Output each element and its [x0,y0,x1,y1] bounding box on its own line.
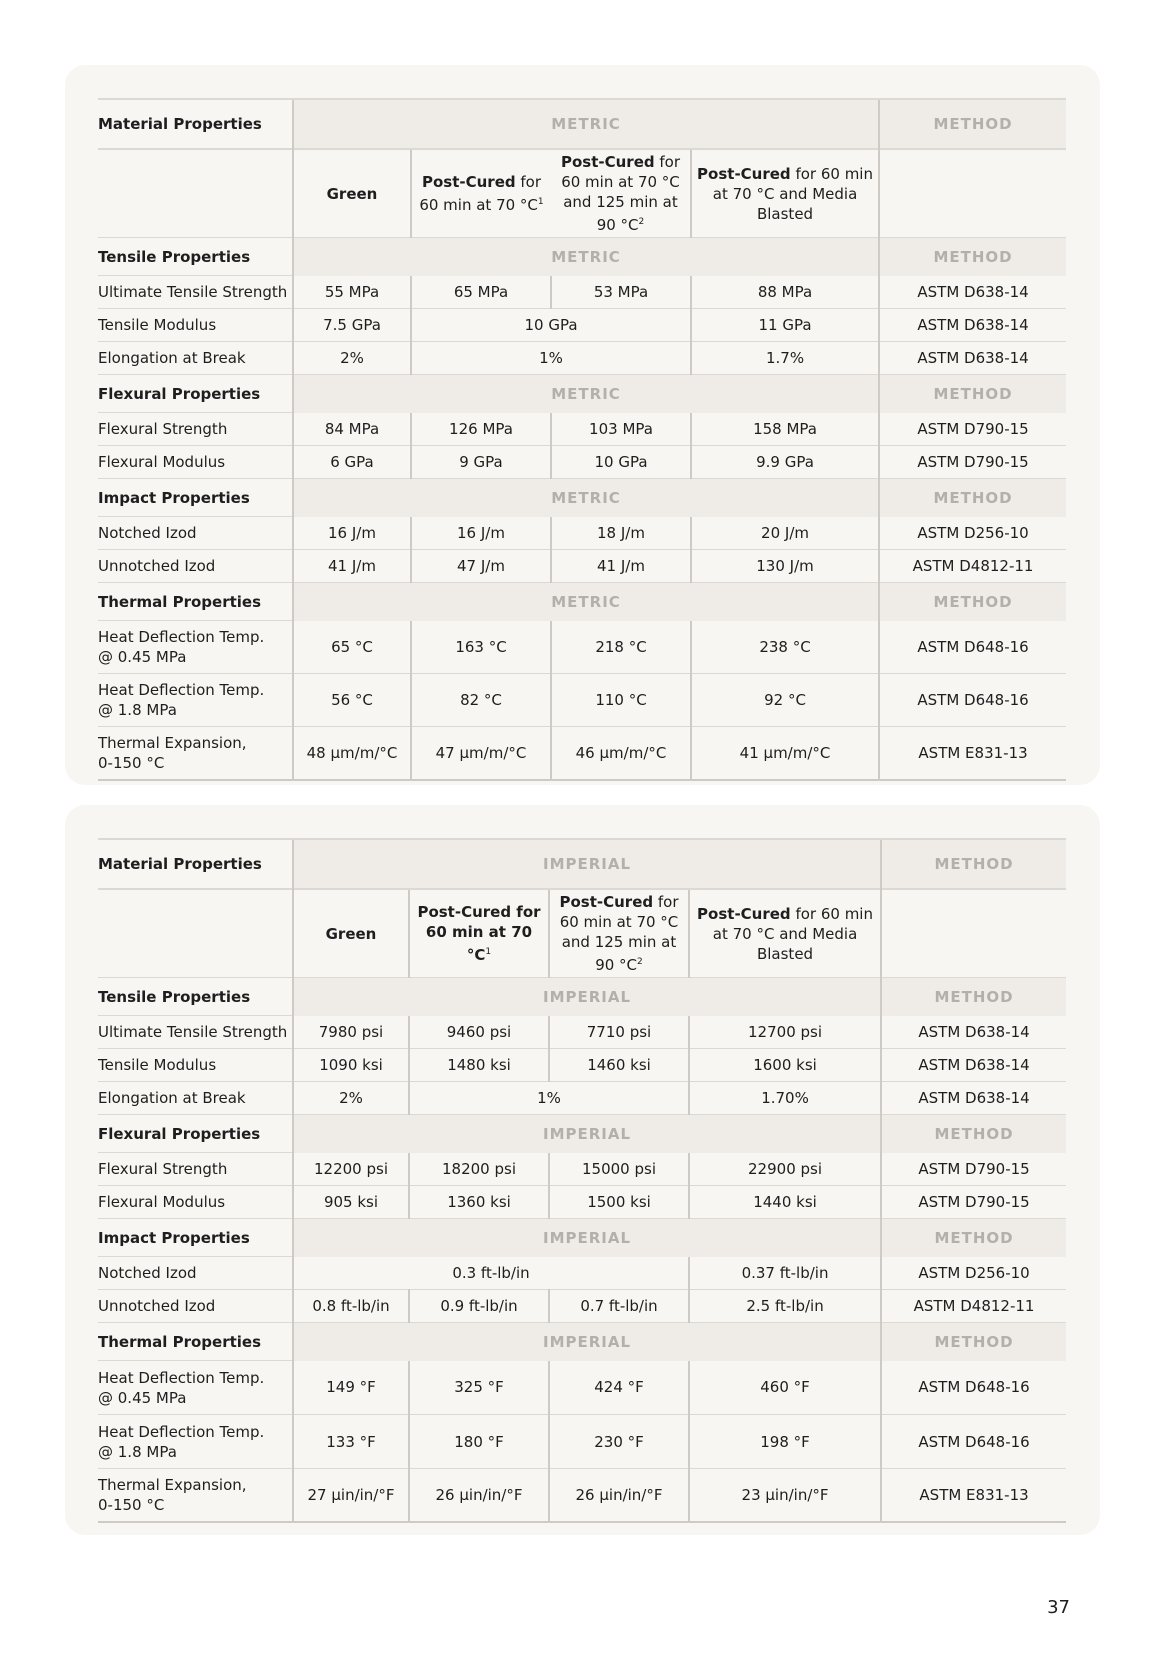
table-header-row [98,839,1066,889]
section-row: Impact Properties METRIC METHOD [98,479,1066,517]
table-row: Tensile Modulus 1090 ksi 1480 ksi 1460 ksi 1600 ksi ASTM D638-14 [98,1049,1066,1082]
table-row: Tensile Modulus 7.5 GPa 10 GPa 11 GPa ASTM D638-14 [98,309,1066,342]
table-row: Flexural Strength 12200 psi 18200 psi 15000 psi 22900 psi ASTM D790-15 [98,1153,1066,1186]
table-row: Ultimate Tensile Strength 7980 psi 9460 psi 7710 psi 12700 psi ASTM D638-14 [98,1016,1066,1049]
table-row: Heat Deflection Temp. @ 1.8 MPa 133 °F 180 °F 230 °F 198 °F ASTM D648-16 [98,1415,1066,1469]
metric-system-header: METRIC [293,99,879,149]
col-green: Green [293,889,409,978]
table-row: Flexural Modulus 6 GPa 9 GPa 10 GPa 9.9 GPa ASTM D790-15 [98,446,1066,479]
col-post-cured-70: Post-Cured for 60 min at 70 $^\circ C^1$ [411,149,551,238]
table-row: Heat Deflection Temp. @ 0.45 MPa 149 °F 325 °F 424 °F 460 °F ASTM D648-16 [98,1361,1066,1415]
section-title: Thermal Properties [98,1323,293,1361]
section-title: Tensile Properties [98,978,293,1016]
table-header-row [98,99,1066,149]
imperial-properties-card [65,805,1100,1535]
col-green: Green [293,149,411,238]
col-post-cured-70: Post-Cured for 60 min at 70 $^\circ C^1$ [409,889,549,978]
table-row: Thermal Expansion, 0-150 °C 48 μm/m/°C 47 μm/m/°C 46 μm/m/°C 41 μm/m/°C ASTM E831-13 [98,727,1066,781]
col-post-cured-70-90: Post-Cured for 60 min at 70 °C and 125 min at 90 $^\circ C^2$ [549,889,689,978]
section-row: Tensile Properties METRIC METHOD [98,238,1066,276]
table-row: Notched Izod 0.3 ft-lb/in 0.37 ft-lb/in ASTM D256-10 [98,1257,1066,1290]
metric-properties-table [98,98,1066,781]
table-row: Unnotched Izod 41 J/m 47 J/m 41 J/m 130 J/m ASTM D4812-11 [98,550,1066,583]
imperial-properties-table [98,838,1066,1523]
material-properties-heading: Material Properties [98,839,293,889]
table-row: Elongation at Break 2% 1% 1.70% ASTM D638-14 [98,1082,1066,1115]
section-row: Impact Properties IMPERIAL METHOD [98,1219,1066,1257]
section-title: Impact Properties [98,1219,293,1257]
metric-properties-card [65,65,1100,785]
section-row: Flexural Properties IMPERIAL METHOD [98,1115,1066,1153]
col-post-cured-media-blasted: Post-Cured for 60 min at 70 °C and Media Blasted [691,149,879,238]
section-title: Thermal Properties [98,583,293,621]
section-title: Flexural Properties [98,1115,293,1153]
section-row: Tensile Properties IMPERIAL METHOD [98,978,1066,1016]
section-row: Thermal Properties METRIC METHOD [98,583,1066,621]
section-row: Flexural Properties METRIC METHOD [98,375,1066,413]
table-row: Ultimate Tensile Strength 55 MPa 65 MPa 53 MPa 88 MPa ASTM D638-14 [98,276,1066,309]
table-row: Heat Deflection Temp. @ 0.45 MPa 65 °C 163 °C 218 °C 238 °C ASTM D648-16 [98,621,1066,674]
method-header: METHOD [879,99,1066,149]
table-row: Unnotched Izod 0.8 ft-lb/in 0.9 ft-lb/in 0.7 ft-lb/in 2.5 ft-lb/in ASTM D4812-11 [98,1290,1066,1323]
column-header-row [98,889,1066,978]
page-number: 37 [1047,1597,1070,1618]
imperial-system-header: IMPERIAL [293,839,881,889]
table-row: Thermal Expansion, 0-150 °C 27 μin/in/°F 26 μin/in/°F 26 μin/in/°F 23 μin/in/°F ASTM E831-13 [98,1469,1066,1523]
col-post-cured-media-blasted: Post-Cured for 60 min at 70 °C and Media Blasted [689,889,881,978]
table-row: Flexural Strength 84 MPa 126 MPa 103 MPa 158 MPa ASTM D790-15 [98,413,1066,446]
table-row: Flexural Modulus 905 ksi 1360 ksi 1500 ksi 1440 ksi ASTM D790-15 [98,1186,1066,1219]
material-properties-heading: Material Properties [98,99,293,149]
column-header-row [98,149,1066,238]
section-title: Flexural Properties [98,375,293,413]
col-post-cured-70-90: Post-Cured for 60 min at 70 °C and 125 min at 90 $^\circ C^2$ [551,149,691,238]
table-row: Heat Deflection Temp. @ 1.8 MPa 56 °C 82 °C 110 °C 92 °C ASTM D648-16 [98,674,1066,727]
table-row: Notched Izod 16 J/m 16 J/m 18 J/m 20 J/m ASTM D256-10 [98,517,1066,550]
method-header: METHOD [881,839,1066,889]
section-title: Impact Properties [98,479,293,517]
section-title: Tensile Properties [98,238,293,276]
table-row: Elongation at Break 2% 1% 1.7% ASTM D638-14 [98,342,1066,375]
section-row: Thermal Properties IMPERIAL METHOD [98,1323,1066,1361]
